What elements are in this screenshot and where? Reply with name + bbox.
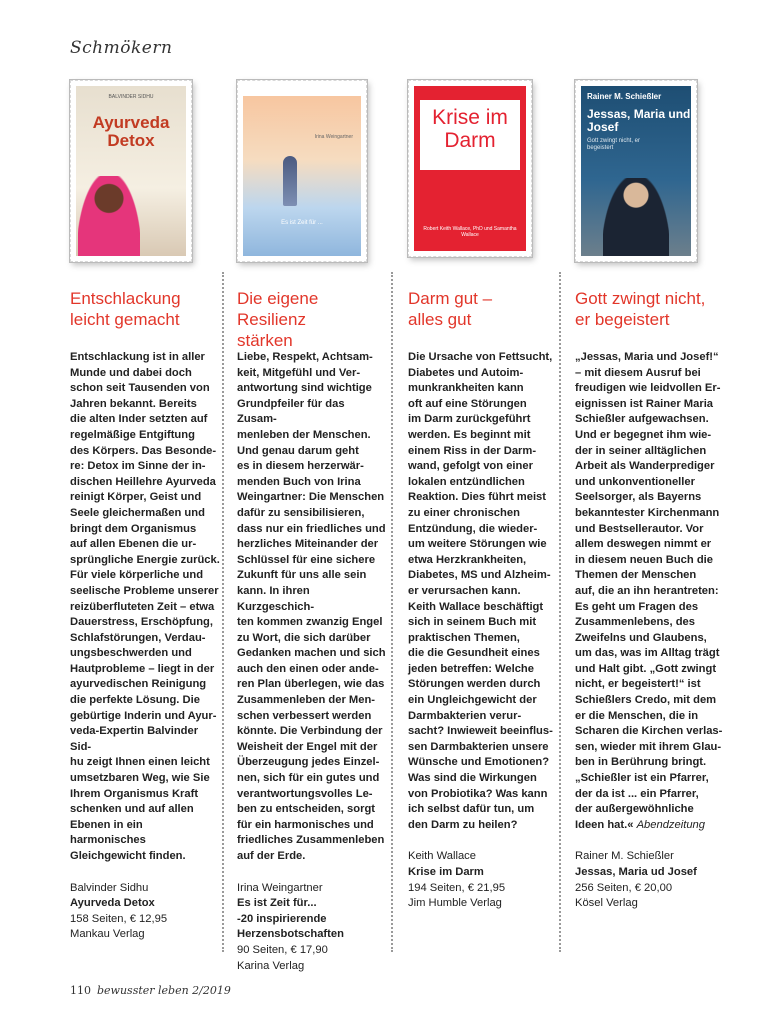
column-divider — [559, 272, 561, 952]
magazine-name: bewusster leben 2/2019 — [97, 984, 231, 997]
article-body: Liebe, Respekt, Achtsam- keit, Mitgefühl und Ver- antwortung sind wichtige Grundpfeiler für das Zusam- menleben der Menschen. Und genau darum geht es in diesem herzerwär- menden Buch von Irina Weingartner: Die Menschen dafür zu sensibilisieren, dass nur ein friedliches und herzliches Miteinander der Schlüssel für eine sichere Zukunft für uns alle sein kann. In ihren Kurzgeschich- ten kommen zwanzig Engel zu Wort, die sich darüber Gedanken machen und sich auch den einen oder ande- ren Plan überlegen, wie das Zusammenleben der Men- schen verbessert werden könnte. Die Verbindung der Weisheit der Engel mit der Überzeugung jedes Einzel- nen, sich für ein gutes und verantwortungsvolles Le- ben zu entscheiden, sorgt für ein harmonisches und friedliches Zusammenleben auf der Erde. — [237, 351, 386, 862]
cover-author: BALVINDER SIDHU — [108, 94, 154, 100]
book-pages-price: 256 Seiten, € 20,00 — [575, 881, 673, 894]
article-body: Entschlackung ist in aller Munde und dabei doch schon seit Tausenden von Jahren bekannt. Bereits die alten Inder setzten auf regelmäßige Entgiftung des Körpers. Das Besonde- re: Detox im Sinne der in- dischen Heillehre Ayurveda reinigt Körper, Geist und Seele gleichermaßen und bringt dem Organismus auf allen Ebenen die ur- sprüngliche Energie zurück. Für viele körperliche und seelische Probleme unserer reizüberfluteten Zeit – etwa Dauerstress, Erschöpfung, Schlafstörungen, Verdau- ungsbeschwerden und Hautprobleme – liegt in der ayurvedischen Reinigung die perfekte Lösung. Die gebürtige Inderin und Ayur- veda-Expertin Balvinder Sid- hu zeigt Ihnen einen leicht umsetzbaren Weg, wie Sie Ihrem Organismus Kraft schenken und auf allen Ebenen in ein harmonisches Gleichgewicht finden. — [70, 351, 220, 862]
book-info — [70, 881, 220, 943]
cover-title: Es ist Zeit für ... — [281, 220, 323, 226]
book-cover — [70, 80, 192, 262]
book-column — [237, 80, 387, 974]
column-divider — [222, 272, 224, 952]
book-title: Krise im Darm — [408, 866, 484, 878]
quote-source: Abendzeitung — [636, 818, 705, 831]
book-author: Balvinder Sidhu — [70, 881, 149, 894]
cover-photo — [603, 178, 669, 256]
cover-title: Ayurveda Detox — [92, 113, 170, 150]
book-column — [408, 80, 558, 912]
book-author: Irina Weingartner — [237, 881, 323, 894]
article-heading: Entschlackung leicht gemacht — [70, 289, 181, 329]
book-title: Es ist Zeit für... — [237, 897, 317, 910]
cover-title: Jessas, Maria und Josef — [587, 107, 691, 134]
page-number: 110 — [70, 984, 91, 997]
article-heading: Gott zwingt nicht, er begeistert — [575, 289, 706, 329]
cover-author: Robert Keith Wallace, PhD und Samantha Wallace — [423, 226, 517, 238]
section-title: Schmökern — [70, 38, 173, 58]
cover-author: Rainer M. Schießler — [587, 92, 662, 101]
cover-photo — [78, 176, 140, 256]
book-publisher: Kösel Verlag — [575, 897, 638, 910]
book-publisher: Karina Verlag — [237, 959, 305, 972]
cover-tagline: Gott zwingt nicht, er begeistert — [587, 138, 641, 151]
book-author: Keith Wallace — [408, 850, 476, 863]
column-divider — [391, 272, 393, 952]
book-info — [408, 849, 558, 911]
article-heading: Die eigene Resilienz stärken — [237, 289, 319, 350]
article-body: Die Ursache von Fettsucht, Diabetes und Autoim- munkrankheiten kann oft auf eine Störungen im Darm zurückgeführt werden. Es beginnt mit einem Riss in der Darm- wand, gefolgt von einer lokalen entzündlichen Reaktion. Dies führt meist zu einer chronischen Entzündung, die wieder- um weitere Störungen wie etwa Herzkrankheiten, Diabetes, MS und Alzheim- er verursachen kann. Keith Wallace beschäftigt sich in seinem Buch mit praktischen Themen, die die Gesundheit eines jeden betreffen: Welche Störungen werden durch ein Ungleichgewicht der Darmbakterien verur- sacht? Inwieweit beeinflus- sen Darmbakterien unsere Wünsche und Emotionen? Was sind die Wirkungen von Probiotika? Was kann ich selbst dafür tun, um den Darm zu heilen? — [408, 351, 553, 831]
book-cover — [237, 80, 367, 262]
book-pages-price: 194 Seiten, € 21,95 — [408, 881, 506, 894]
book-publisher: Mankau Verlag — [70, 928, 145, 941]
cover-author: Irina Weingartner — [314, 134, 353, 140]
book-cover — [575, 80, 697, 262]
book-title: Jessas, Maria ud Josef — [575, 866, 697, 878]
book-pages-price: 158 Seiten, € 12,95 — [70, 912, 168, 925]
article-heading: Darm gut – alles gut — [408, 289, 493, 329]
book-title: Ayurveda Detox — [70, 897, 155, 910]
book-author: Rainer M. Schießler — [575, 850, 674, 863]
book-title: -20 inspirierende — [237, 912, 327, 925]
book-pages-price: 90 Seiten, € 17,90 — [237, 943, 328, 956]
cover-figure — [283, 156, 297, 206]
book-info — [575, 849, 725, 911]
book-publisher: Jim Humble Verlag — [408, 897, 502, 910]
cover-title: Krise im Darm — [432, 106, 508, 152]
book-column — [575, 80, 725, 912]
article-body: „Jessas, Maria und Josef!“ – mit diesem Ausruf bei freudigen wie leidvollen Er- eignissen ist Rainer Maria Schießler aufgewachsen. Und er begegnet ihm wie- der in seiner alltäglichen Arbeit als Wanderprediger und unkonventioneller Seelsorger, als Bayerns bekanntester Kirchenmann und Bestsellerautor. Vor allem deswegen nimmt er in diesem neuen Buch die Themen der Menschen auf, die an ihn herantreten: Es geht um Fragen des Zusammenlebens, des Zweifelns und Glaubens, um das, was im Alltag trägt und Halt gibt. „Gott zwingt nicht, er begeistert!“ ist Schießlers Credo, mit dem er die Menschen, die in Scharen die Kirchen verlas- sen, wieder mit ihrem Glau- ben in Berührung bringt. „Schießler ist ein Pfarrer, der da ist ... ein Pfarrer, der außergewöhnliche Ideen hat.« Abendzeitung — [575, 351, 723, 831]
book-title: Herzensbotschaften — [237, 928, 344, 941]
book-column — [70, 80, 220, 943]
page-footer — [70, 984, 231, 997]
book-cover — [408, 80, 532, 257]
book-info — [237, 881, 387, 975]
